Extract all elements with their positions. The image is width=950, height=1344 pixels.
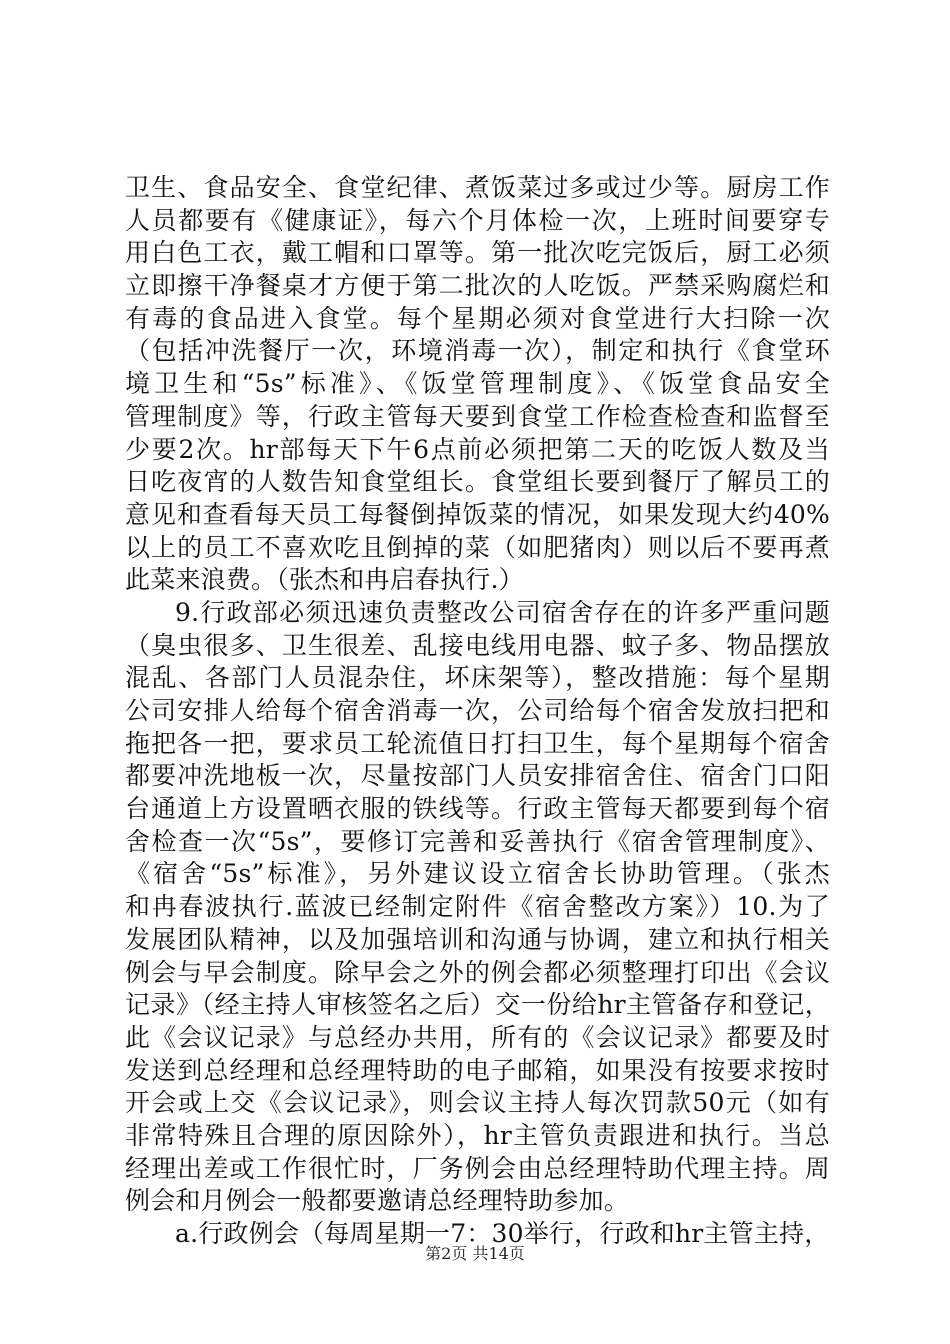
text-line: 经理出差或工作很忙时，厂务例会由总经理特助代理主持。周: [125, 1153, 830, 1183]
text-line: 开会或上交《会议记录》，则会议主持人每次罚款50元（如有: [125, 1088, 830, 1118]
text-line: 此菜来浪费。（张杰和冉启春执行.）: [125, 565, 524, 595]
text-line: 用白色工衣，戴工帽和口罩等。第一批次吃完饭后，厨工必须: [125, 238, 830, 268]
text-line: 台通道上方设置晒衣服的铁线等。行政主管每天都要到每个宿: [125, 794, 830, 824]
text-line: 境卫生和“5s”标准》、《饭堂管理制度》、《饭堂食品安全: [125, 369, 830, 399]
text-line: 记录》（经主持人审核签名之后）交一份给hr主管备存和登记，: [125, 990, 830, 1020]
document-body: [125, 172, 830, 1251]
text-line: 拖把各一把，要求员工轮流值日打扫卫生，每个星期每个宿舍: [125, 728, 830, 758]
text-line: （臭虫很多、卫生很差、乱接电线用电器、蚊子多、物品摆放: [125, 630, 830, 660]
text-line: 和冉春波执行.蓝波已经制定附件《宿舍整改方案》）10.为了: [125, 892, 830, 922]
text-line: 非常特殊且合理的原因除外），hr主管负责跟进和执行。当总: [125, 1120, 830, 1150]
text-line: 少要2次。hr部每天下午6点前必须把第二天的吃饭人数及当: [125, 434, 830, 464]
text-line: 舍检查一次“5s”，要修订完善和妥善执行《宿舍管理制度》、: [125, 826, 830, 856]
text-line: 此《会议记录》与总经办共用，所有的《会议记录》都要及时: [125, 1022, 830, 1052]
text-line: 以上的员工不喜欢吃且倒掉的菜（如肥猪肉）则以后不要再煮: [125, 532, 830, 562]
text-line: 例会和月例会一般都要邀请总经理特助参加。: [125, 1186, 630, 1216]
text-line: 9.行政部必须迅速负责整改公司宿舍存在的许多严重问题: [175, 597, 830, 627]
text-line: 《宿舍“5s”标准》，另外建议设立宿舍长协助管理。（张杰: [125, 859, 830, 889]
text-line: a.行政例会（每周星期一7：30举行，行政和hr主管主持，: [175, 1219, 830, 1248]
text-line: 例会与早会制度。除早会之外的例会都必须整理打印出《会议: [125, 957, 830, 987]
text-line: 发送到总经理和总经理特助的电子邮箱，如果没有按要求按时: [125, 1055, 830, 1085]
page-footer: [0, 1244, 950, 1264]
text-line: （包括冲洗餐厅一次，环境消毒一次），制定和执行《食堂环: [125, 336, 830, 366]
text-line: 人员都要有《健康证》，每六个月体检一次，上班时间要穿专: [125, 205, 830, 235]
text-line: 卫生、食品安全、食堂纪律、煮饭菜过多或过少等。厨房工作: [125, 173, 830, 202]
page-number-label: 第2页 共14页: [425, 1244, 525, 1263]
text-line: 发展团队精神，以及加强培训和沟通与协调，建立和执行相关: [125, 924, 830, 954]
text-line: 立即擦干净餐桌才方便于第二批次的人吃饭。严禁采购腐烂和: [125, 271, 830, 301]
text-line: 管理制度》等，行政主管每天要到食堂工作检查检查和监督至: [125, 401, 830, 431]
text-line: 混乱、各部门人员混杂住，坏床架等），整改措施：每个星期: [125, 663, 830, 693]
text-line: 日吃夜宵的人数告知食堂组长。食堂组长要到餐厅了解员工的: [125, 467, 830, 497]
text-line: 都要冲洗地板一次，尽量按部门人员安排宿舍住、宿舍门口阳: [125, 761, 830, 791]
text-line: 公司安排人给每个宿舍消毒一次，公司给每个宿舍发放扫把和: [125, 696, 830, 725]
text-line: 有毒的食品进入食堂。每个星期必须对食堂进行大扫除一次: [125, 303, 830, 333]
text-line: 意见和查看每天员工每餐倒掉饭菜的情况，如果发现大约40%: [125, 499, 830, 529]
